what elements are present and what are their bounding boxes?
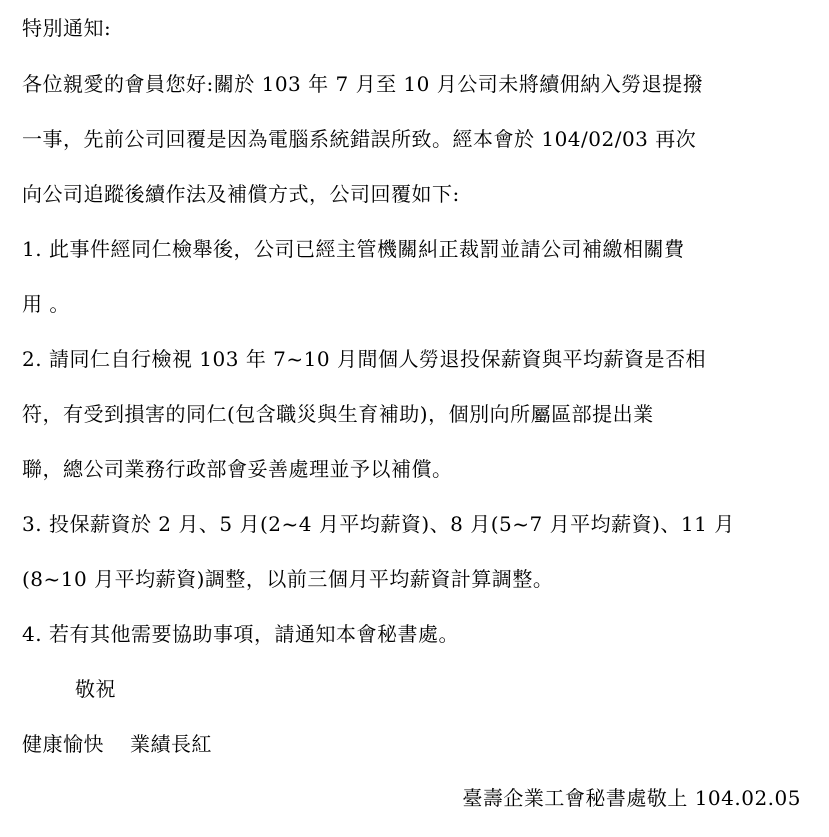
body-line: 1. 此事件經同仁檢舉後，公司已經主管機關糾正裁罰並請公司補繳相關費 [22,237,685,261]
signature: 臺壽企業工會秘書處敬上 104.02.05 [462,786,801,810]
body-line: (8~10 月平均薪資)調整，以前三個月平均薪資計算調整。 [22,567,554,591]
closing-salutation: 敬祝 [75,677,116,701]
wish-health: 健康愉快 [22,732,104,756]
notice-heading: 特別通知: [22,16,112,40]
body-line: 用 。 [22,292,70,316]
body-line: 一事，先前公司回覆是因為電腦系統錯誤所致。經本會於 104/02/03 再次 [22,127,697,151]
body-line: 各位親愛的會員您好:關於 103 年 7 月至 10 月公司未將續佣納入勞退提撥 [22,72,704,96]
closing-wishes [22,732,212,756]
body-line: 2. 請同仁自行檢視 103 年 7~10 月間個人勞退投保薪資與平均薪資是否相 [22,347,706,371]
wish-business: 業績長紅 [130,732,212,756]
body-line: 聯，總公司業務行政部會妥善處理並予以補償。 [22,457,453,481]
body-line: 4. 若有其他需要協助事項，請通知本會秘書處。 [22,622,459,646]
body-line: 3. 投保薪資於 2 月、5 月(2~4 月平均薪資)、8 月(5~7 月平均薪資)、11 月 [22,512,735,536]
body-line: 向公司追蹤後續作法及補償方式，公司回覆如下: [22,182,460,206]
body-line: 符，有受到損害的同仁(包含職災與生育補助)，個別向所屬區部提出業 [22,402,654,426]
